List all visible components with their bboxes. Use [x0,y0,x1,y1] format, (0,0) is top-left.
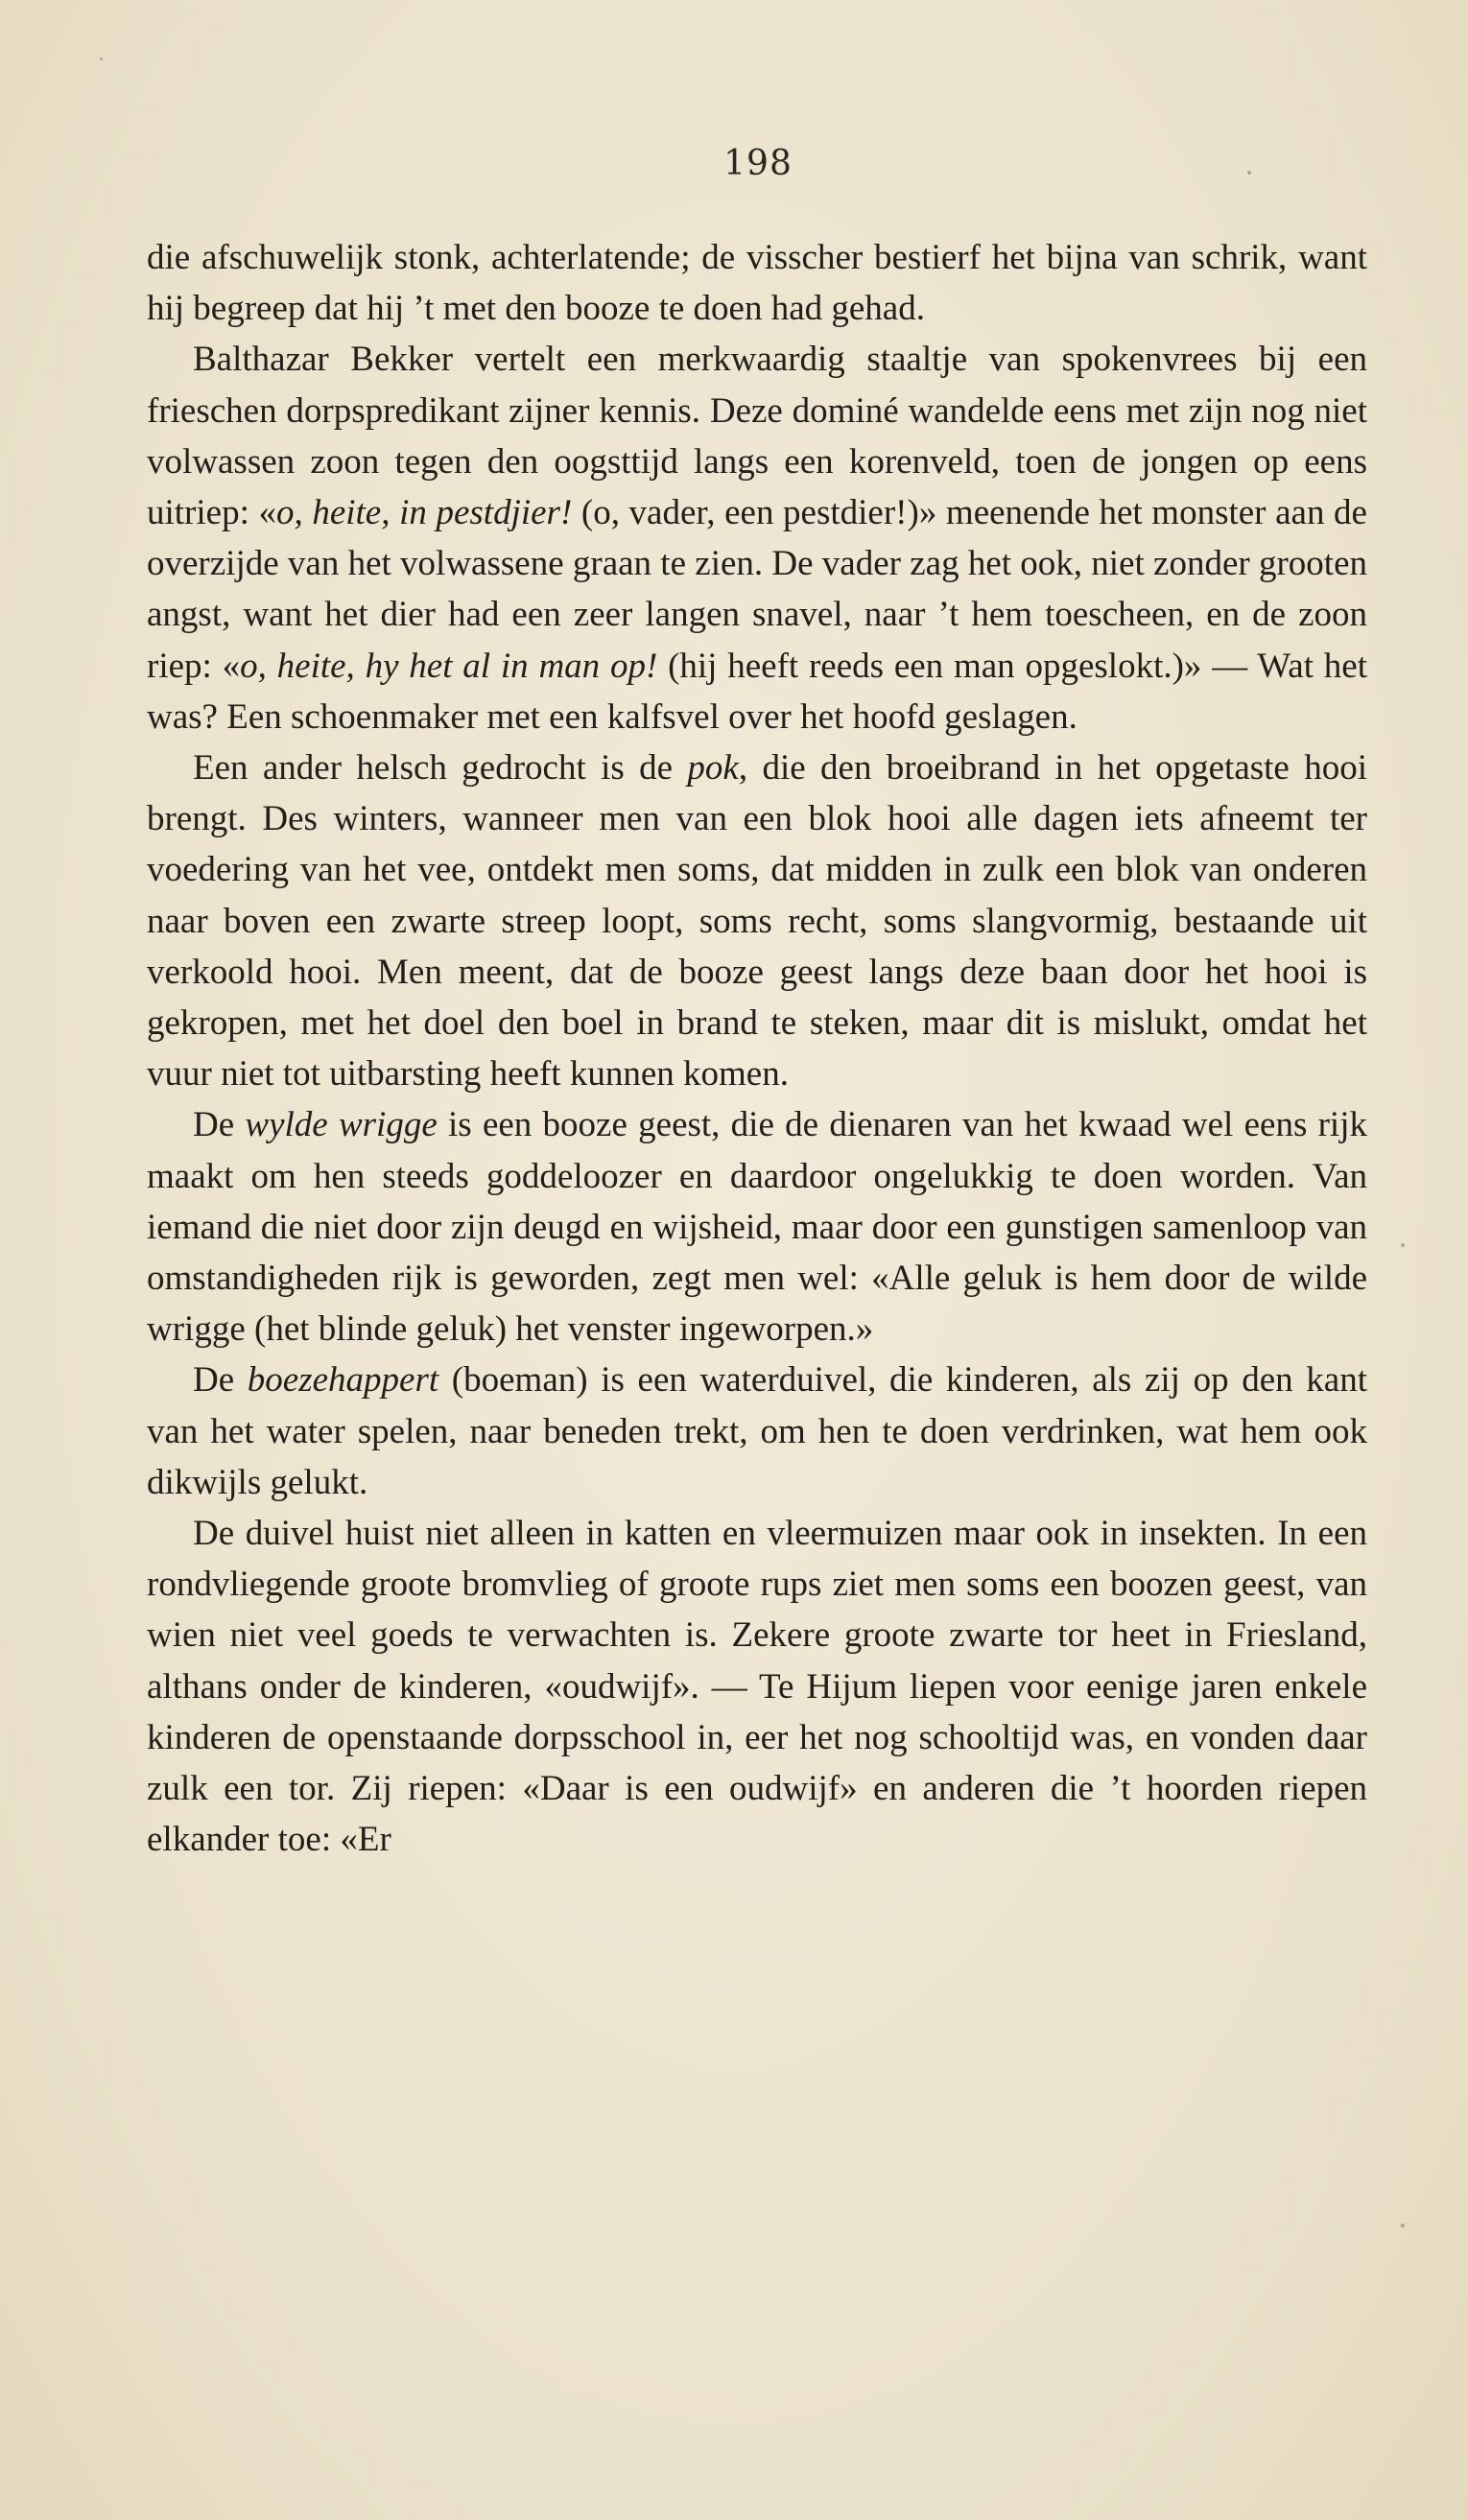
paragraph-text: (o, vader, een pestdier!)» meenende het monster aan de overzijde van het volwassene graan te zien. De vader zag het ook, niet zonder grooten angst, want het dier had een zeer langen snavel, naar ’t hem toescheen, en de zoon riep: « [147,493,1367,686]
page-number: 198 [723,144,793,183]
paragraph-text: Een ander helsch gedrocht is de [193,748,688,789]
paper-speck [1247,171,1251,175]
paragraph-text: De [193,1360,248,1401]
paragraph-text: De [193,1105,246,1145]
body-text [147,232,1367,1866]
italic-term: boezehappert [247,1360,439,1401]
paragraph [147,1508,1367,1865]
paper-speck [1401,2224,1405,2227]
paragraph [147,742,1367,1099]
paragraph-text: die afschuwelijk stonk, achterlatende; de visscher bestierf het bijna van schrik, want hij begreep dat hij ’t met den booze te doen had gehad. [147,238,1367,329]
paragraph [147,232,1367,334]
paragraph-text: Balthazar Bekker vertelt een merkwaardig staaltje van spokenvrees bij een frieschen dorpspredikant zijner kennis. Deze dominé wandelde eens met zijn nog niet volwassen zoon tegen den oogsttijd langs een korenveld, toen de jongen op eens uitriep: « [147,340,1367,533]
italic-quote: o, heite, hy het al in man op! [240,646,658,686]
paragraph [147,334,1367,742]
paragraph [147,1354,1367,1508]
paper-speck [1401,1243,1405,1247]
paragraph-text: (boeman) is een waterduivel, die kinderen, als zij op den kant van het water spelen, naar beneden trekt, om hen te doen verdrinken, wat hem ook dikwijls gelukt. [147,1360,1367,1502]
paragraph [147,1099,1367,1354]
paragraph-text: (hij heeft reeds een man opgeslokt.)» — Wat het was? Een schoenmaker met een kalfsvel over het hoofd geslagen. [147,646,1367,737]
paragraph-text: is een booze geest, die de dienaren van het kwaad wel eens rijk maakt om hen steeds goddeloozer en daardoor ongelukkig te doen worden. Van iemand die niet door zijn deugd en wijsheid, maar door een gunstigen samenloop van omstandigheden rijk is geworden, zegt men wel: «Alle geluk is hem door de wilde wrigge (het blinde geluk) het venster ingeworpen.» [147,1105,1367,1350]
italic-term: wylde wrigge [245,1105,438,1145]
paper-speck [100,58,103,60]
italic-quote: o, heite, in pestdjier! [275,493,573,533]
paragraph-text: , die den broeibrand in het opgetaste hooi brengt. Des winters, wanneer men van een blok hooi alle dagen iets afneemt ter voedering van het vee, ontdekt men soms, dat midden in zulk een blok van onderen naar boven een zwarte streep loopt, soms recht, soms slangvormig, bestaande uit verkoold hooi. Men meent, dat de booze geest langs deze baan door het hooi is gekropen, met het doel den boel in brand te steken, maar dit is mislukt, omdat het vuur niet tot uitbarsting heeft kunnen komen. [147,748,1367,1095]
paragraph-text: De duivel huist niet alleen in katten en vleermuizen maar ook in insekten. In een rondvliegende groote bromvlieg of groote rups ziet men soms een boozen geest, van wien niet veel goeds te verwachten is. Zekere groote zwarte tor heet in Friesland, althans onder de kinderen, «oudwijf». — Te Hijum liepen voor eenige jaren enkele kinderen de openstaande dorpsschool in, eer het nog schooltijd was, en vonden daar zulk een tor. Zij riepen: «Daar is een oudwijf» en anderen die ’t hoorden riepen elkander toe: «Er [147,1514,1367,1860]
italic-term: pok [687,748,739,789]
